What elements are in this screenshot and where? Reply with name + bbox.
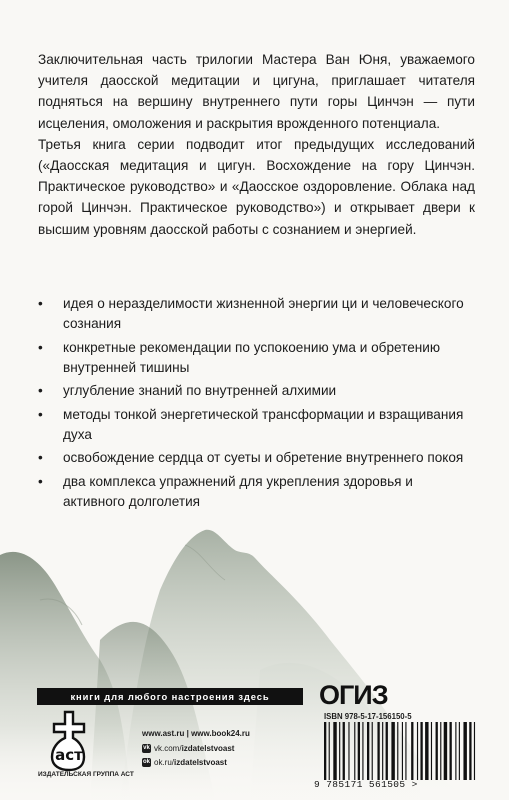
vk-link-user: izdatelstvoast — [181, 744, 235, 753]
feature-list-item: • углубление знаний по внутренней алхимии — [38, 381, 475, 401]
bullet-dot-icon: • — [38, 450, 43, 466]
annotation-paragraph-2: Третья книга серии подводит итог предыдущих исследований («Даосская медитация и цигун. Восхождение на гору Цинчэн. Практическое руководство» и «Даосское оздоровление. Облака над горой Цинчэн. Практическое руководство») и открывает двери к высшим уровням даосской работы с сознанием и энергией. — [38, 136, 475, 237]
bullet-dot-icon: • — [38, 339, 43, 355]
ok-link-user: izdatelstvoast — [174, 758, 227, 767]
annotation-paragraph-1: Заключительная часть трилогии Мастера Ван Юня, уважаемого учителя даосской медитации и цигуна, приглашает читателя подняться на вершину внутреннего пути горы Цинчэн — пути исцеления, омоложения и раскрытия врожденного потенциала. — [38, 52, 475, 131]
feature-list-item: • освобождение сердца от суеты и обретение внутреннего покоя — [38, 448, 475, 468]
ok-link — [142, 758, 227, 767]
feature-list-item: • конкретные рекомендации по успокоению ума и обретению внутренней тишины — [38, 339, 441, 375]
vk-link — [142, 744, 234, 753]
publisher-group-label: ИЗДАТЕЛЬСКАЯ ГРУППА АСТ — [38, 771, 134, 778]
vk-link-prefix: vk.com/ — [154, 744, 182, 753]
bullet-dot-icon: • — [38, 473, 43, 489]
bullet-dot-icon: • — [38, 406, 43, 422]
tagline-banner: книги для любого настроения здесь — [37, 688, 303, 705]
feature-list-item: • методы тонкой энергетической трансформации и взращивания духа — [38, 406, 464, 442]
ast-logo-text: аст — [55, 746, 83, 764]
annotation-text — [38, 49, 475, 240]
barcode-icon — [314, 722, 490, 780]
ast-logo-icon — [38, 708, 100, 772]
bullet-dot-icon: • — [38, 383, 43, 399]
publisher-websites: www.ast.ru | www.book24.ru — [142, 729, 250, 738]
isbn-number: ISBN 978-5-17-156150-5 — [324, 712, 412, 721]
ok-link-prefix: ok.ru/ — [154, 758, 175, 767]
ok-icon: ok — [142, 759, 150, 766]
bullet-dot-icon: • — [38, 296, 43, 311]
feature-list-item: • два комплекса упражнений для укрепления здоровья и активного долголетия — [38, 473, 413, 509]
feature-list — [38, 294, 475, 516]
barcode-number: 9 785171 561505 > — [314, 779, 418, 790]
vk-icon: vk — [143, 745, 150, 752]
ogiz-logo: ОГИЗ — [319, 680, 388, 710]
feature-list-item: • идея о неразделимости жизненной энергии ци и человеческого сознания — [38, 296, 464, 331]
